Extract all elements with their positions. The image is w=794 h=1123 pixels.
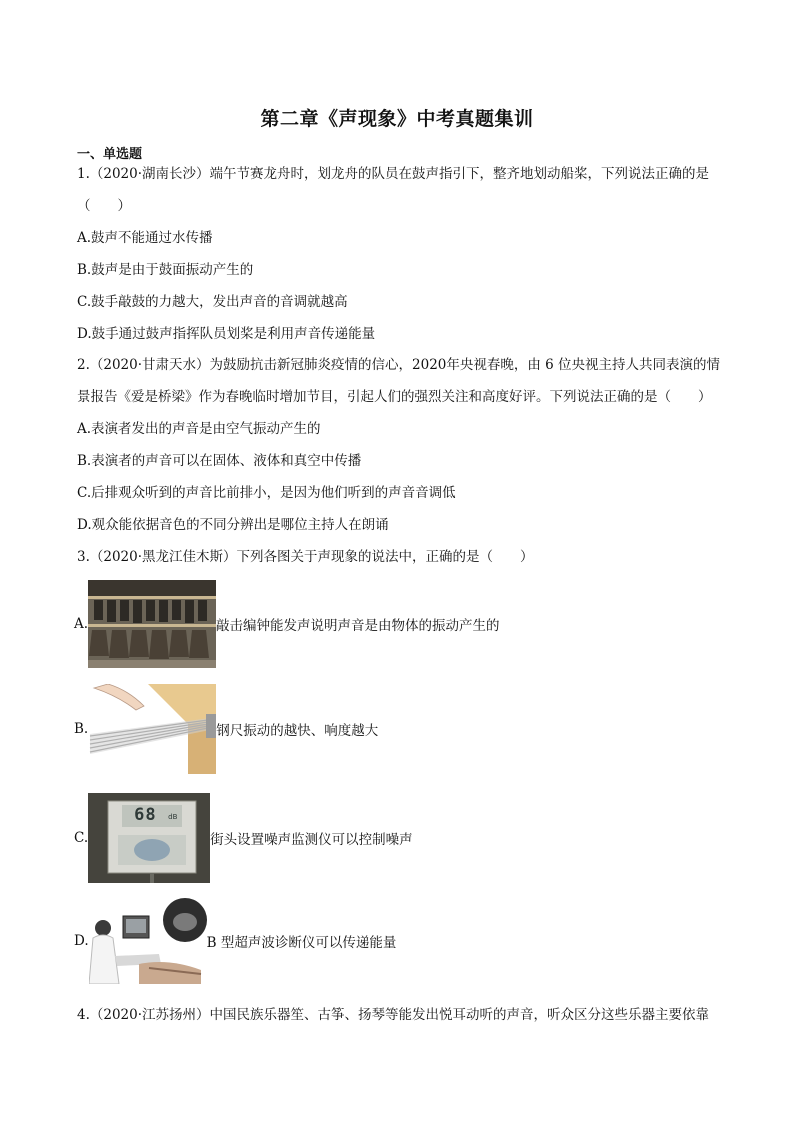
- q1-option-d: D.鼓手通过鼓声指挥队员划桨是利用声音传递能量: [77, 326, 376, 342]
- q2-option-a: A.表演者发出的声音是由空气振动产生的: [77, 421, 321, 437]
- q3-option-d-text: B 型超声波诊断仪可以传递能量: [206, 935, 397, 951]
- q2-stem-line2: 景报告《爱是桥梁》作为春晚临时增加节目，引起人们的强烈关注和高度好评。下列说法正确的是（ ）: [77, 389, 712, 405]
- q3-option-a: [74, 580, 500, 668]
- q3-stem: 3.（2020·黑龙江佳木斯）下列各图关于声现象的说法中，正确的是（ ）: [77, 549, 534, 565]
- bianzhong-bells-image: [88, 580, 216, 668]
- steel-ruler-image: [88, 684, 216, 774]
- q3-option-b-label: B.: [74, 721, 89, 737]
- noise-unit: dB: [168, 813, 178, 821]
- q1-option-a: A.鼓声不能通过水传播: [77, 230, 213, 246]
- q3-option-c-label: C.: [74, 830, 89, 846]
- q3-option-b-text: 钢尺振动的越快、响度越大: [216, 723, 379, 739]
- q3-option-d: [74, 898, 396, 984]
- q3-option-c-text: 街头设置噪声监测仪可以控制噪声: [210, 832, 413, 848]
- q1-option-b: B.鼓声是由于鼓面振动产生的: [77, 262, 254, 278]
- q2-option-c: C.后排观众听到的声音比前排小，是因为他们听到的声音音调低: [77, 485, 456, 501]
- q2-option-b: B.表演者的声音可以在固体、液体和真空中传播: [77, 453, 362, 469]
- q4-stem-line1: 4.（2020·江苏扬州）中国民族乐器笙、古筝、扬琴等能发出悦耳动听的声音，听众区分这些乐器主要依靠: [77, 1007, 710, 1023]
- q3-option-a-text: 敲击编钟能发声说明声音是由物体的振动产生的: [216, 618, 500, 634]
- noise-monitor-image: [88, 793, 210, 883]
- document-title: 第二章《声现象》中考真题集训: [260, 108, 534, 130]
- q1-stem-line2: （ ）: [77, 198, 131, 214]
- q3-option-a-label: A.: [74, 616, 89, 632]
- ultrasound-image: [89, 898, 207, 984]
- q1-stem-line1: 1.（2020·湖南长沙）端午节赛龙舟时，划龙舟的队员在鼓声指引下，整齐地划动船桨，下列说法正确的是: [77, 166, 710, 182]
- q2-stem-line1: 2.（2020·甘肃天水）为鼓励抗击新冠肺炎疫情的信心，2020年央视春晚，由 6 位央视主持人共同表演的情: [77, 357, 721, 373]
- q3-option-b: [74, 684, 378, 774]
- q3-option-d-label: D.: [74, 933, 89, 949]
- q2-option-d: D.观众能依据音色的不同分辨出是哪位主持人在朗诵: [77, 517, 389, 533]
- section-heading: 一、单选题: [77, 147, 143, 162]
- q3-option-c: [74, 793, 413, 883]
- noise-reading: 68: [134, 805, 157, 825]
- q1-option-c: C.鼓手敲鼓的力越大，发出声音的音调就越高: [77, 294, 348, 310]
